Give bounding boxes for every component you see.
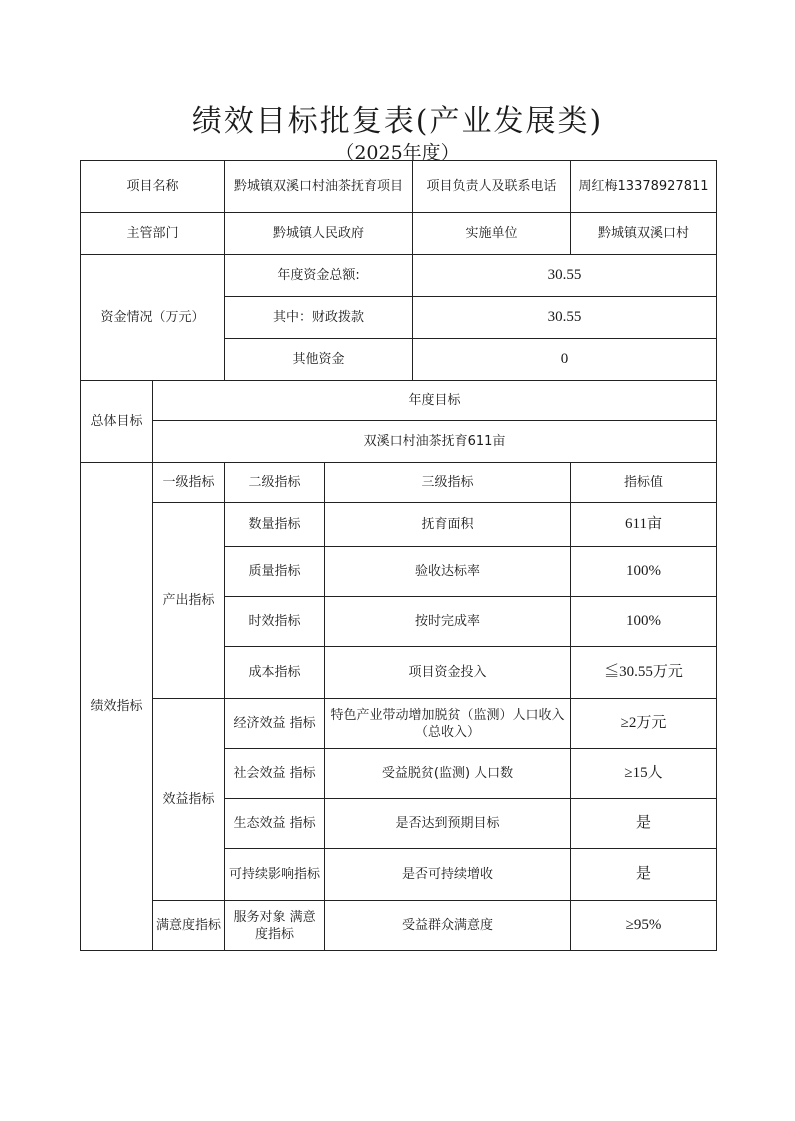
level2-cell: 时效指标	[225, 597, 325, 647]
contact-label: 项目负责人及联系电话	[413, 161, 571, 213]
value-cell: 是	[571, 849, 717, 901]
goal-annual-value: 双溪口村油茶抚育611亩	[153, 421, 717, 463]
dept-label: 主管部门	[81, 213, 225, 255]
header-level2: 二级指标	[225, 463, 325, 503]
impl-label: 实施单位	[413, 213, 571, 255]
table-row	[81, 421, 717, 463]
funds-total-value: 30.55	[413, 255, 717, 297]
level3-cell: 抚育面积	[325, 503, 571, 547]
group-output: 产出指标	[153, 503, 225, 699]
funds-fiscal-label: 其中：财政拨款	[225, 297, 413, 339]
value-cell: ≥15人	[571, 749, 717, 799]
funds-other-label: 其他资金	[225, 339, 413, 381]
value-cell: 是	[571, 799, 717, 849]
header-value: 指标值	[571, 463, 717, 503]
level2-cell: 生态效益 指标	[225, 799, 325, 849]
project-name-value: 黔城镇双溪口村油茶抚育项目	[225, 161, 413, 213]
table-row	[81, 463, 717, 503]
table-row	[81, 503, 717, 547]
dept-value: 黔城镇人民政府	[225, 213, 413, 255]
value-cell: ≥95%	[571, 901, 717, 951]
level3-cell: 受益脱贫(监测) 人口数	[325, 749, 571, 799]
level3-cell: 特色产业带动增加脱贫（监测）人口收入（总收入）	[325, 699, 571, 749]
contact-value: 周红梅13378927811	[571, 161, 717, 213]
funds-total-label: 年度资金总额:	[225, 255, 413, 297]
level3-cell: 验收达标率	[325, 547, 571, 597]
level3-cell: 按时完成率	[325, 597, 571, 647]
table-row	[81, 213, 717, 255]
table-row	[81, 381, 717, 421]
value-cell: ≦30.55万元	[571, 647, 717, 699]
goal-label: 总体目标	[81, 381, 153, 463]
group-benefit: 效益指标	[153, 699, 225, 901]
level3-cell: 项目资金投入	[325, 647, 571, 699]
performance-label: 绩效指标	[81, 463, 153, 951]
level2-cell: 成本指标	[225, 647, 325, 699]
table-row	[81, 901, 717, 951]
funds-other-value: 0	[413, 339, 717, 381]
level3-cell: 受益群众满意度	[325, 901, 571, 951]
level2-cell: 数量指标	[225, 503, 325, 547]
level2-cell: 经济效益 指标	[225, 699, 325, 749]
level2-cell: 社会效益 指标	[225, 749, 325, 799]
performance-target-table	[80, 160, 717, 951]
funds-label: 资金情况（万元）	[81, 255, 225, 381]
funds-fiscal-value: 30.55	[413, 297, 717, 339]
level3-cell: 是否达到预期目标	[325, 799, 571, 849]
value-cell: 611亩	[571, 503, 717, 547]
project-name-label: 项目名称	[81, 161, 225, 213]
header-level3: 三级指标	[325, 463, 571, 503]
level2-cell: 可持续影响指标	[225, 849, 325, 901]
table-row	[81, 255, 717, 297]
level3-cell: 是否可持续增收	[325, 849, 571, 901]
level2-cell: 服务对象 满意度指标	[225, 901, 325, 951]
level2-cell: 质量指标	[225, 547, 325, 597]
goal-annual-label: 年度目标	[153, 381, 717, 421]
impl-value: 黔城镇双溪口村	[571, 213, 717, 255]
group-satisfaction: 满意度指标	[153, 901, 225, 951]
value-cell: 100%	[571, 597, 717, 647]
page-subtitle: （2025年度）	[335, 142, 460, 164]
value-cell: 100%	[571, 547, 717, 597]
value-cell: ≥2万元	[571, 699, 717, 749]
page-title: 绩效目标批复表(产业发展类)	[191, 104, 604, 139]
table-row	[81, 161, 717, 213]
table-row	[81, 699, 717, 749]
header-level1: 一级指标	[153, 463, 225, 503]
